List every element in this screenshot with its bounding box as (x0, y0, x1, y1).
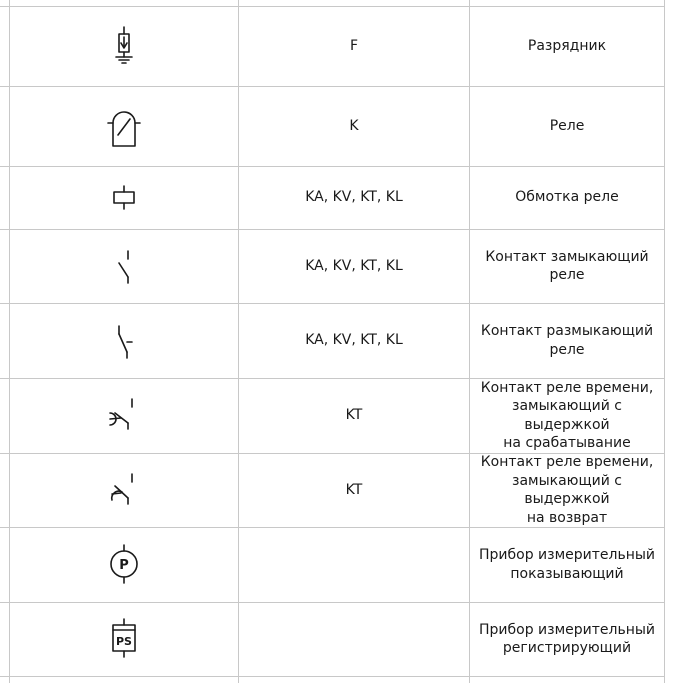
instrument-letter: P (119, 558, 129, 573)
time-relay-contact-on-delay-icon (104, 395, 144, 437)
time-relay-contact-off-delay-icon (104, 470, 144, 512)
column-divider (469, 0, 470, 683)
table-cell-description: Прибор измерительный регистрирующий (478, 621, 656, 656)
table-cell-description: Контакт реле времени, замыкающий с выдержкой на возврат (480, 454, 654, 526)
table-cell-description: Реле (549, 117, 585, 134)
table-cell-code: KA, KV, KT, KL (305, 189, 403, 206)
table-cell-code: F (349, 37, 359, 54)
table-cell-code: KT (345, 481, 363, 498)
instrument-letters: PS (116, 635, 132, 648)
surge-arrester-icon (104, 25, 144, 67)
recording-instrument-icon (104, 617, 144, 659)
table-cell-description: Контакт замыкающий реле (485, 248, 649, 283)
table-cell-code: KT (345, 407, 363, 424)
relay-coil-icon (104, 176, 144, 218)
table-cell-description: Прибор измерительный показывающий (478, 547, 656, 582)
table-cell-description: Контакт размыкающий реле (480, 323, 654, 358)
table-border-left (9, 0, 10, 683)
table-cell-code: KA, KV, KT, KL (305, 332, 403, 349)
table-cell-code (240, 602, 468, 676)
table-cell-code: K (349, 117, 359, 134)
table-cell-code (240, 527, 468, 602)
normally-closed-contact-icon (104, 320, 144, 362)
indicating-instrument-icon (104, 543, 144, 585)
row-divider (0, 676, 665, 677)
table-cell-description: Контакт реле времени, замыкающий с выдержкой на срабатывание (480, 379, 654, 451)
table-cell-code: KA, KV, KT, KL (305, 257, 403, 274)
column-divider (238, 0, 239, 683)
relay-icon (104, 105, 144, 147)
normally-open-contact-icon (104, 245, 144, 287)
table-border-right (664, 0, 665, 683)
table-cell-description: Разрядник (527, 37, 607, 54)
table-cell-description: Обмотка реле (515, 189, 619, 206)
